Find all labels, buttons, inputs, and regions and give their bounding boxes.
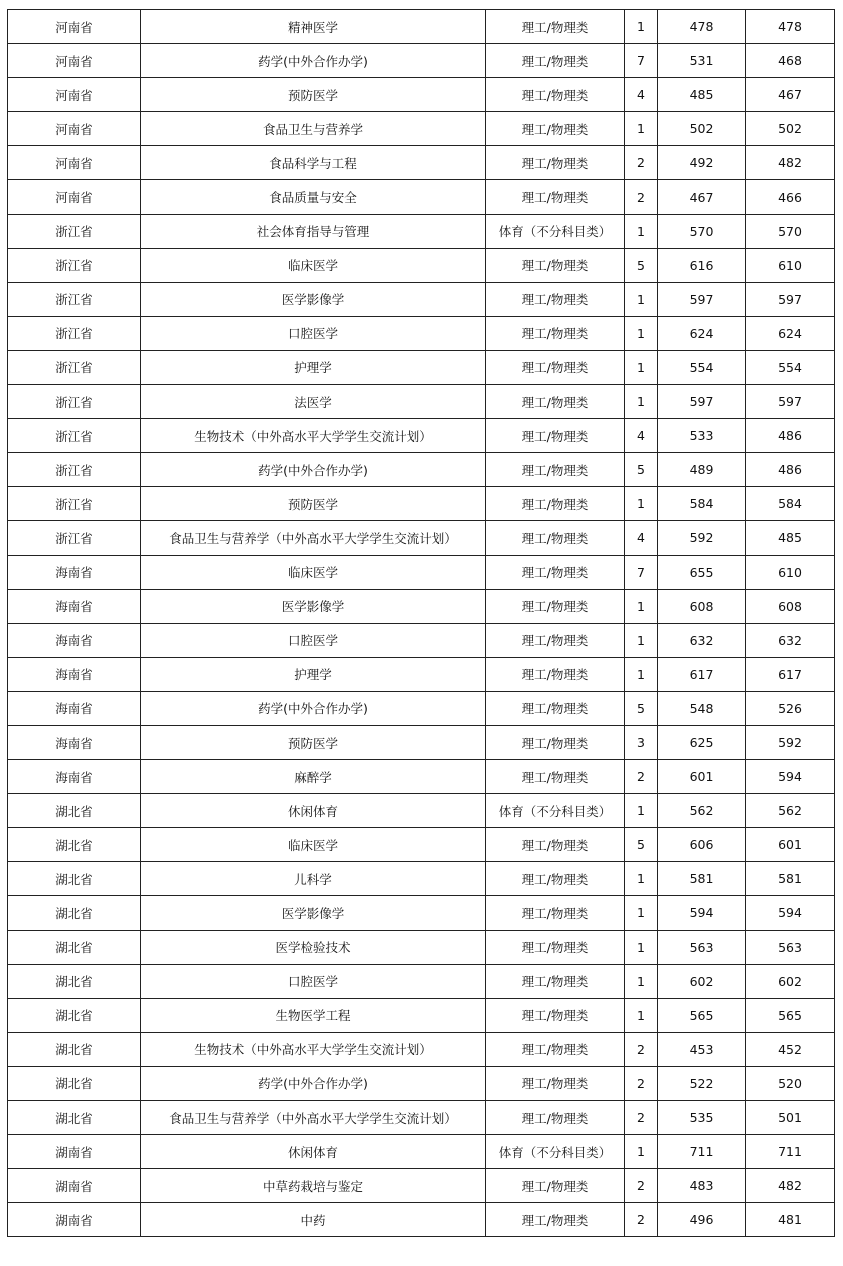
table-row <box>8 828 835 862</box>
max-score-cell: 562 <box>658 794 746 828</box>
subject-category-cell: 理工/物理类 <box>486 930 625 964</box>
max-score-cell: 492 <box>658 146 746 180</box>
subject-category-cell: 理工/物理类 <box>486 10 625 44</box>
max-score-cell: 581 <box>658 862 746 896</box>
province-cell: 湖北省 <box>8 998 141 1032</box>
min-score-cell: 610 <box>746 248 835 282</box>
max-score-cell: 522 <box>658 1066 746 1100</box>
min-score-cell: 563 <box>746 930 835 964</box>
min-score-cell: 520 <box>746 1066 835 1100</box>
subject-category-cell: 理工/物理类 <box>486 350 625 384</box>
min-score-cell: 502 <box>746 112 835 146</box>
enrollment-count-cell: 1 <box>625 350 658 384</box>
min-score-cell: 486 <box>746 419 835 453</box>
table-row <box>8 1101 835 1135</box>
min-score-cell: 482 <box>746 146 835 180</box>
major-cell: 药学(中外合作办学) <box>141 44 486 78</box>
table-row <box>8 657 835 691</box>
province-cell: 浙江省 <box>8 385 141 419</box>
subject-category-cell: 理工/物理类 <box>486 1101 625 1135</box>
table-row <box>8 419 835 453</box>
min-score-cell: 452 <box>746 1032 835 1066</box>
max-score-cell: 533 <box>658 419 746 453</box>
enrollment-count-cell: 2 <box>625 146 658 180</box>
min-score-cell: 486 <box>746 453 835 487</box>
enrollment-count-cell: 5 <box>625 453 658 487</box>
province-cell: 河南省 <box>8 112 141 146</box>
table-row <box>8 930 835 964</box>
enrollment-count-cell: 1 <box>625 282 658 316</box>
enrollment-count-cell: 4 <box>625 78 658 112</box>
major-cell: 预防医学 <box>141 78 486 112</box>
table-row <box>8 146 835 180</box>
enrollment-count-cell: 1 <box>625 316 658 350</box>
subject-category-cell: 理工/物理类 <box>486 1169 625 1203</box>
max-score-cell: 608 <box>658 589 746 623</box>
min-score-cell: 594 <box>746 896 835 930</box>
max-score-cell: 632 <box>658 623 746 657</box>
subject-category-cell: 理工/物理类 <box>486 521 625 555</box>
major-cell: 药学(中外合作办学) <box>141 1066 486 1100</box>
major-cell: 法医学 <box>141 385 486 419</box>
province-cell: 湖南省 <box>8 1203 141 1237</box>
subject-category-cell: 理工/物理类 <box>486 896 625 930</box>
subject-category-cell: 理工/物理类 <box>486 146 625 180</box>
enrollment-count-cell: 5 <box>625 691 658 725</box>
major-cell: 休闲体育 <box>141 1135 486 1169</box>
table-row <box>8 385 835 419</box>
max-score-cell: 531 <box>658 44 746 78</box>
enrollment-count-cell: 3 <box>625 725 658 759</box>
major-cell: 药学(中外合作办学) <box>141 453 486 487</box>
min-score-cell: 501 <box>746 1101 835 1135</box>
subject-category-cell: 理工/物理类 <box>486 828 625 862</box>
subject-category-cell: 理工/物理类 <box>486 453 625 487</box>
province-cell: 湖北省 <box>8 896 141 930</box>
enrollment-count-cell: 1 <box>625 487 658 521</box>
subject-category-cell: 理工/物理类 <box>486 555 625 589</box>
enrollment-count-cell: 2 <box>625 760 658 794</box>
subject-category-cell: 理工/物理类 <box>486 1203 625 1237</box>
enrollment-count-cell: 1 <box>625 930 658 964</box>
max-score-cell: 602 <box>658 964 746 998</box>
min-score-cell: 467 <box>746 78 835 112</box>
max-score-cell: 584 <box>658 487 746 521</box>
table-row <box>8 623 835 657</box>
min-score-cell: 601 <box>746 828 835 862</box>
min-score-cell: 481 <box>746 1203 835 1237</box>
province-cell: 湖北省 <box>8 862 141 896</box>
min-score-cell: 592 <box>746 725 835 759</box>
enrollment-count-cell: 1 <box>625 896 658 930</box>
max-score-cell: 601 <box>658 760 746 794</box>
max-score-cell: 655 <box>658 555 746 589</box>
min-score-cell: 581 <box>746 862 835 896</box>
table-row <box>8 964 835 998</box>
table-row <box>8 862 835 896</box>
province-cell: 海南省 <box>8 589 141 623</box>
province-cell: 湖北省 <box>8 930 141 964</box>
enrollment-count-cell: 2 <box>625 1066 658 1100</box>
major-cell: 护理学 <box>141 350 486 384</box>
max-score-cell: 625 <box>658 725 746 759</box>
table-row <box>8 316 835 350</box>
min-score-cell: 554 <box>746 350 835 384</box>
major-cell: 食品科学与工程 <box>141 146 486 180</box>
min-score-cell: 466 <box>746 180 835 214</box>
major-cell: 护理学 <box>141 657 486 691</box>
max-score-cell: 597 <box>658 385 746 419</box>
table-row <box>8 214 835 248</box>
province-cell: 湖北省 <box>8 1066 141 1100</box>
province-cell: 湖南省 <box>8 1169 141 1203</box>
subject-category-cell: 理工/物理类 <box>486 78 625 112</box>
max-score-cell: 570 <box>658 214 746 248</box>
table-row <box>8 1169 835 1203</box>
min-score-cell: 565 <box>746 998 835 1032</box>
province-cell: 浙江省 <box>8 316 141 350</box>
major-cell: 儿科学 <box>141 862 486 896</box>
subject-category-cell: 理工/物理类 <box>486 1032 625 1066</box>
enrollment-count-cell: 1 <box>625 214 658 248</box>
min-score-cell: 594 <box>746 760 835 794</box>
min-score-cell: 624 <box>746 316 835 350</box>
province-cell: 海南省 <box>8 657 141 691</box>
enrollment-count-cell: 2 <box>625 1169 658 1203</box>
table-row <box>8 691 835 725</box>
table-row <box>8 453 835 487</box>
enrollment-count-cell: 5 <box>625 828 658 862</box>
major-cell: 医学检验技术 <box>141 930 486 964</box>
max-score-cell: 565 <box>658 998 746 1032</box>
subject-category-cell: 理工/物理类 <box>486 964 625 998</box>
major-cell: 口腔医学 <box>141 964 486 998</box>
major-cell: 食品卫生与营养学（中外高水平大学学生交流计划） <box>141 1101 486 1135</box>
subject-category-cell: 理工/物理类 <box>486 385 625 419</box>
table-row <box>8 1032 835 1066</box>
enrollment-count-cell: 1 <box>625 1135 658 1169</box>
subject-category-cell: 理工/物理类 <box>486 316 625 350</box>
max-score-cell: 467 <box>658 180 746 214</box>
major-cell: 药学(中外合作办学) <box>141 691 486 725</box>
subject-category-cell: 理工/物理类 <box>486 1066 625 1100</box>
table-row <box>8 10 835 44</box>
min-score-cell: 632 <box>746 623 835 657</box>
enrollment-count-cell: 1 <box>625 998 658 1032</box>
min-score-cell: 478 <box>746 10 835 44</box>
min-score-cell: 584 <box>746 487 835 521</box>
table-row <box>8 248 835 282</box>
province-cell: 湖南省 <box>8 1135 141 1169</box>
major-cell: 食品质量与安全 <box>141 180 486 214</box>
province-cell: 浙江省 <box>8 282 141 316</box>
max-score-cell: 592 <box>658 521 746 555</box>
table-row <box>8 282 835 316</box>
max-score-cell: 594 <box>658 896 746 930</box>
subject-category-cell: 体育（不分科目类） <box>486 214 625 248</box>
table-row <box>8 725 835 759</box>
max-score-cell: 489 <box>658 453 746 487</box>
major-cell: 口腔医学 <box>141 623 486 657</box>
min-score-cell: 485 <box>746 521 835 555</box>
max-score-cell: 502 <box>658 112 746 146</box>
subject-category-cell: 理工/物理类 <box>486 725 625 759</box>
subject-category-cell: 理工/物理类 <box>486 419 625 453</box>
table-row <box>8 896 835 930</box>
max-score-cell: 597 <box>658 282 746 316</box>
province-cell: 湖北省 <box>8 828 141 862</box>
max-score-cell: 554 <box>658 350 746 384</box>
province-cell: 海南省 <box>8 725 141 759</box>
subject-category-cell: 理工/物理类 <box>486 180 625 214</box>
subject-category-cell: 理工/物理类 <box>486 589 625 623</box>
province-cell: 湖北省 <box>8 794 141 828</box>
subject-category-cell: 体育（不分科目类） <box>486 794 625 828</box>
enrollment-count-cell: 1 <box>625 657 658 691</box>
enrollment-count-cell: 2 <box>625 1101 658 1135</box>
enrollment-count-cell: 1 <box>625 964 658 998</box>
subject-category-cell: 体育（不分科目类） <box>486 1135 625 1169</box>
enrollment-count-cell: 1 <box>625 589 658 623</box>
subject-category-cell: 理工/物理类 <box>486 691 625 725</box>
province-cell: 海南省 <box>8 691 141 725</box>
table-body <box>8 10 835 1237</box>
major-cell: 医学影像学 <box>141 589 486 623</box>
max-score-cell: 453 <box>658 1032 746 1066</box>
province-cell: 浙江省 <box>8 248 141 282</box>
table-row <box>8 180 835 214</box>
table-row <box>8 78 835 112</box>
major-cell: 医学影像学 <box>141 282 486 316</box>
subject-category-cell: 理工/物理类 <box>486 282 625 316</box>
province-cell: 浙江省 <box>8 350 141 384</box>
province-cell: 海南省 <box>8 555 141 589</box>
major-cell: 休闲体育 <box>141 794 486 828</box>
major-cell: 预防医学 <box>141 487 486 521</box>
max-score-cell: 485 <box>658 78 746 112</box>
subject-category-cell: 理工/物理类 <box>486 862 625 896</box>
province-cell: 浙江省 <box>8 487 141 521</box>
subject-category-cell: 理工/物理类 <box>486 623 625 657</box>
min-score-cell: 602 <box>746 964 835 998</box>
enrollment-count-cell: 5 <box>625 248 658 282</box>
province-cell: 浙江省 <box>8 214 141 248</box>
province-cell: 河南省 <box>8 44 141 78</box>
major-cell: 中草药栽培与鉴定 <box>141 1169 486 1203</box>
enrollment-count-cell: 2 <box>625 180 658 214</box>
province-cell: 河南省 <box>8 10 141 44</box>
subject-category-cell: 理工/物理类 <box>486 248 625 282</box>
major-cell: 食品卫生与营养学（中外高水平大学学生交流计划） <box>141 521 486 555</box>
enrollment-count-cell: 4 <box>625 521 658 555</box>
max-score-cell: 617 <box>658 657 746 691</box>
major-cell: 临床医学 <box>141 828 486 862</box>
max-score-cell: 624 <box>658 316 746 350</box>
min-score-cell: 597 <box>746 385 835 419</box>
max-score-cell: 478 <box>658 10 746 44</box>
table-row <box>8 794 835 828</box>
subject-category-cell: 理工/物理类 <box>486 112 625 146</box>
province-cell: 海南省 <box>8 623 141 657</box>
major-cell: 社会体育指导与管理 <box>141 214 486 248</box>
table-row <box>8 998 835 1032</box>
subject-category-cell: 理工/物理类 <box>486 44 625 78</box>
province-cell: 河南省 <box>8 78 141 112</box>
max-score-cell: 483 <box>658 1169 746 1203</box>
min-score-cell: 617 <box>746 657 835 691</box>
table-row <box>8 1066 835 1100</box>
major-cell: 生物技术（中外高水平大学学生交流计划） <box>141 1032 486 1066</box>
max-score-cell: 563 <box>658 930 746 964</box>
enrollment-count-cell: 4 <box>625 419 658 453</box>
province-cell: 湖北省 <box>8 1101 141 1135</box>
enrollment-count-cell: 2 <box>625 1032 658 1066</box>
major-cell: 食品卫生与营养学 <box>141 112 486 146</box>
province-cell: 浙江省 <box>8 521 141 555</box>
major-cell: 临床医学 <box>141 555 486 589</box>
min-score-cell: 526 <box>746 691 835 725</box>
max-score-cell: 535 <box>658 1101 746 1135</box>
table-row <box>8 44 835 78</box>
enrollment-count-cell: 7 <box>625 44 658 78</box>
major-cell: 精神医学 <box>141 10 486 44</box>
province-cell: 湖北省 <box>8 964 141 998</box>
enrollment-count-cell: 1 <box>625 112 658 146</box>
table-row <box>8 1203 835 1237</box>
major-cell: 临床医学 <box>141 248 486 282</box>
subject-category-cell: 理工/物理类 <box>486 760 625 794</box>
max-score-cell: 616 <box>658 248 746 282</box>
enrollment-count-cell: 1 <box>625 794 658 828</box>
province-cell: 湖北省 <box>8 1032 141 1066</box>
enrollment-count-cell: 1 <box>625 623 658 657</box>
major-cell: 中药 <box>141 1203 486 1237</box>
max-score-cell: 711 <box>658 1135 746 1169</box>
min-score-cell: 610 <box>746 555 835 589</box>
min-score-cell: 482 <box>746 1169 835 1203</box>
province-cell: 河南省 <box>8 180 141 214</box>
min-score-cell: 562 <box>746 794 835 828</box>
subject-category-cell: 理工/物理类 <box>486 657 625 691</box>
table-row <box>8 555 835 589</box>
enrollment-count-cell: 2 <box>625 1203 658 1237</box>
max-score-cell: 606 <box>658 828 746 862</box>
min-score-cell: 608 <box>746 589 835 623</box>
subject-category-cell: 理工/物理类 <box>486 998 625 1032</box>
table-row <box>8 521 835 555</box>
province-cell: 海南省 <box>8 760 141 794</box>
min-score-cell: 468 <box>746 44 835 78</box>
min-score-cell: 570 <box>746 214 835 248</box>
major-cell: 口腔医学 <box>141 316 486 350</box>
min-score-cell: 711 <box>746 1135 835 1169</box>
subject-category-cell: 理工/物理类 <box>486 487 625 521</box>
province-cell: 浙江省 <box>8 419 141 453</box>
major-cell: 生物医学工程 <box>141 998 486 1032</box>
major-cell: 医学影像学 <box>141 896 486 930</box>
enrollment-count-cell: 1 <box>625 862 658 896</box>
table-row <box>8 589 835 623</box>
province-cell: 河南省 <box>8 146 141 180</box>
max-score-cell: 548 <box>658 691 746 725</box>
major-cell: 预防医学 <box>141 725 486 759</box>
enrollment-count-cell: 1 <box>625 10 658 44</box>
table-row <box>8 350 835 384</box>
table-row <box>8 760 835 794</box>
table-row <box>8 1135 835 1169</box>
enrollment-count-cell: 7 <box>625 555 658 589</box>
province-cell: 浙江省 <box>8 453 141 487</box>
admission-scores-table <box>7 9 835 1237</box>
max-score-cell: 496 <box>658 1203 746 1237</box>
table-row <box>8 112 835 146</box>
enrollment-count-cell: 1 <box>625 385 658 419</box>
major-cell: 麻醉学 <box>141 760 486 794</box>
major-cell: 生物技术（中外高水平大学学生交流计划） <box>141 419 486 453</box>
table-row <box>8 487 835 521</box>
min-score-cell: 597 <box>746 282 835 316</box>
